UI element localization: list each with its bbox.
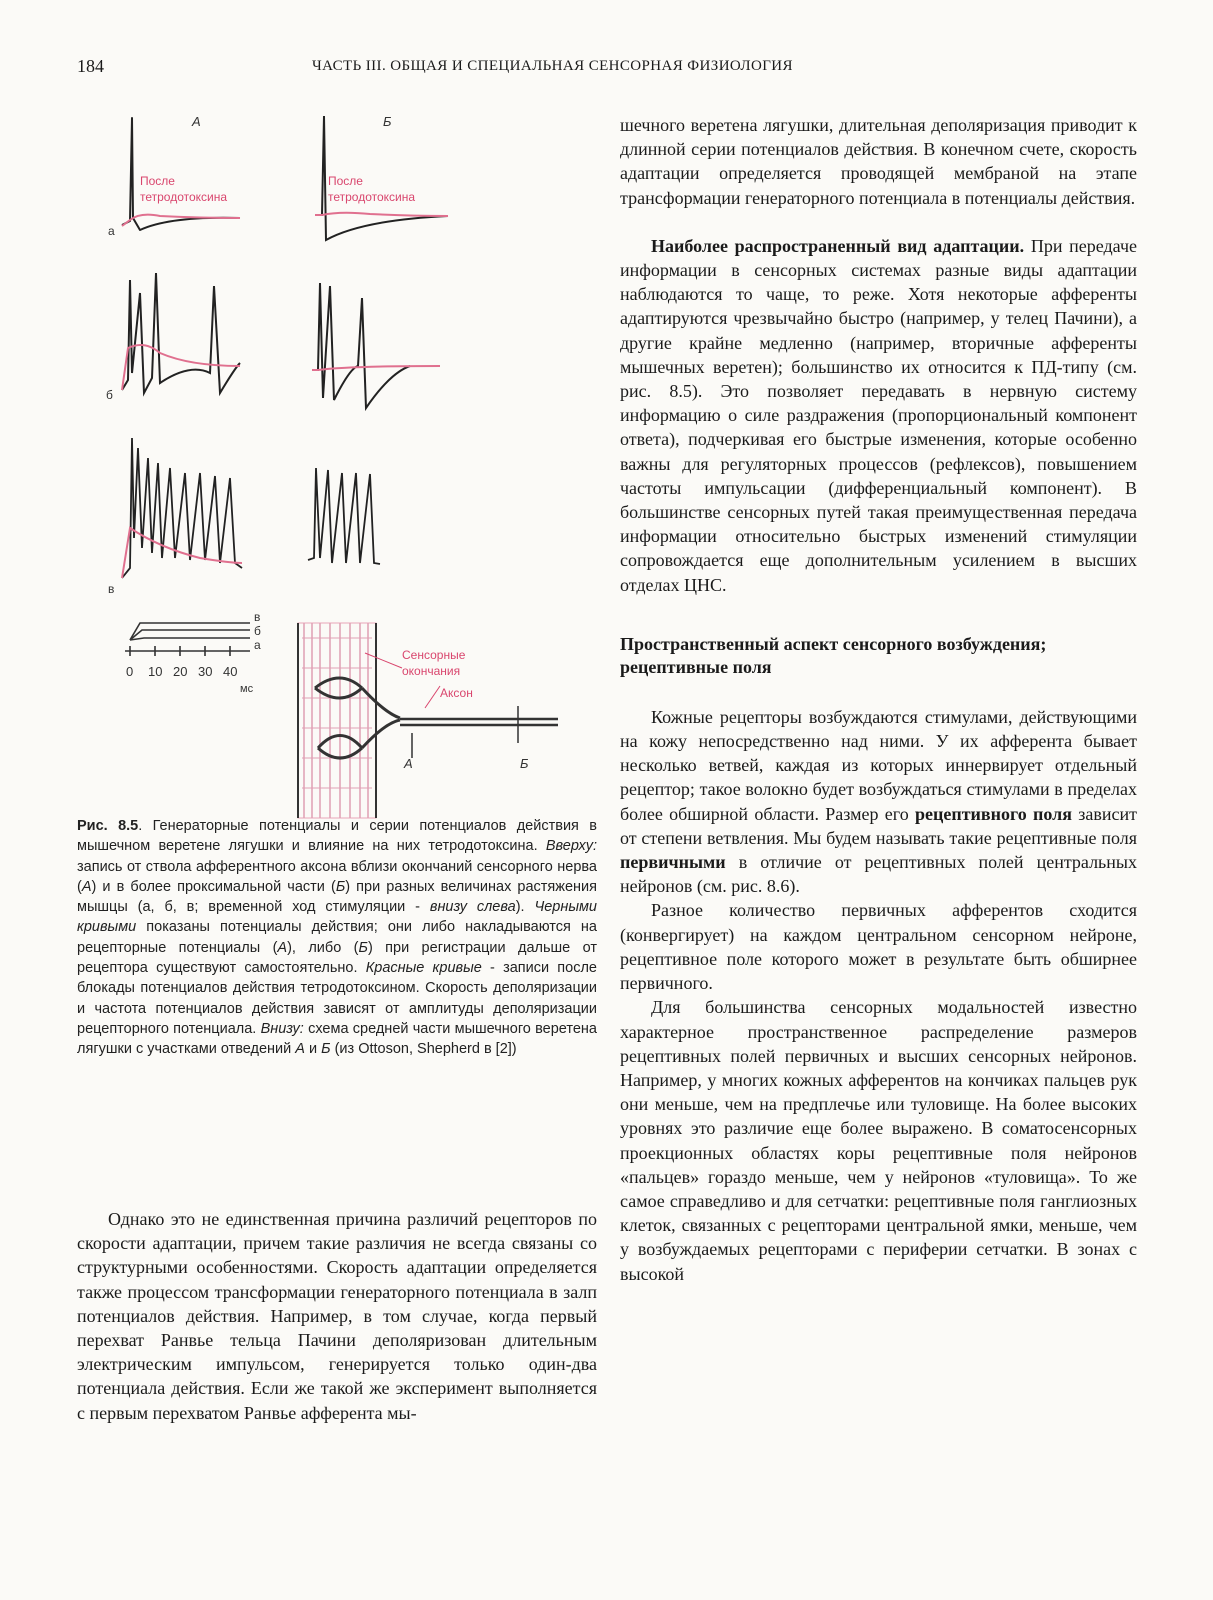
continuation-paragraph: шечного веретена лягушки, длительная деполяризация приводит к длинной серии потенциалов действия. В конечном счете, скорость адаптации определяется проводящей мембраной на этапе трансформации генераторного потенциала в потенциалы действия. xyxy=(620,115,1137,208)
trace-b-right xyxy=(312,283,440,408)
receptive-paragraph-2: Разное количество первичных афферентов сходится (конвергирует) на каждом центральном сенсорном нейроне, рецептивное поле которого может в результате быть обширнее первичного. xyxy=(620,900,1137,994)
row-label-c: в xyxy=(108,582,115,596)
receptive-paragraph-3: Для большинства сенсорных модальностей известно характерное пространственное распределение размеров рецептивных полей первичных и высших сенсорных нейронов. Например, у многих кожных афферентов на кончиках пальцев рук они меньше, чем на предплечье или туловище. На более высоких уровнях это различие еще более выражено. В соматосенсорных проекционных областях коры рецептивные поля нейронов «пальцев» гораздо меньше, чем у нейронов «туловища». То же самое справедливо и для сетчатки: рецептивные поля ганглиозных клеток, связанных с рецепторами центральной ямки, меньше, чем у возбуждаемых рецепторами с периферии сетчатки. В зонах с высокой xyxy=(620,997,1137,1284)
time-tick-30: 30 xyxy=(198,664,213,679)
page-header xyxy=(77,56,1137,86)
trace-b-left xyxy=(122,273,240,393)
running-title: ЧАСТЬ III. ОБЩАЯ И СПЕЦИАЛЬНАЯ СЕНСОРНАЯ ФИЗИОЛОГИЯ xyxy=(312,58,793,74)
section-heading: Пространственный аспект сенсорного возбуждения; рецептивные поля xyxy=(620,633,1047,677)
after-ttx-label-b-line1: После xyxy=(328,174,363,188)
term-primary: первичными xyxy=(620,852,726,873)
page-number: 184 xyxy=(77,56,104,76)
trace-c-right xyxy=(308,468,380,564)
time-tick-20: 20 xyxy=(173,664,188,679)
recording-site-b: Б xyxy=(520,756,529,771)
stim-label-b: б xyxy=(254,624,261,638)
after-ttx-label-a-line2: тетродотоксина xyxy=(140,190,228,204)
time-tick-40: 40 xyxy=(223,664,238,679)
row-label-a: а xyxy=(108,224,115,238)
trace-c-left xyxy=(122,438,242,578)
after-ttx-label-a-line1: После xyxy=(140,174,175,188)
stimulus-time-course xyxy=(125,623,250,656)
caption-label: Рис. 8.5 xyxy=(77,818,139,834)
time-tick-10: 10 xyxy=(148,664,163,679)
sensory-endings-label-line1: Сенсорные xyxy=(402,648,466,662)
stim-label-a: а xyxy=(254,638,261,652)
figure-caption: Рис. 8.5. Генераторные потенциалы и серии потенциалов действия в мышечном веретене лягушки и влияние на них тетродотоксина. Вверху: запись от ствола афферентного аксона вблизи окончаний сенсорного нерва (А) и в более проксимальной части (Б) при разных величинах растяжения мышцы (а, б, в; временной ход стимуляции - внизу слева). Черными кривыми показаны потенциалы действия; они либо накладываются на рецепторные потенциалы (А), либо (Б) при регистрации дальше от рецептора существуют самостоятельно. Красные кривые - записи после блокады потенциалов действия тетродотоксином. Скорость деполяризации и частота потенциалов действия зависят от амплитуды деполяризации рецепторного потенциала. Внизу: схема средней части мышечного веретена лягушки с участками отведений А и Б (из Ottoson, Shepherd в [2]) xyxy=(77,818,598,1058)
adaptation-subhead: Наиболее распространенный вид адаптации. xyxy=(651,235,1025,256)
sensory-endings-label-line2: окончания xyxy=(402,664,461,678)
left-column-text xyxy=(77,1207,597,1425)
stim-label-c: в xyxy=(254,610,261,624)
row-label-b: б xyxy=(106,388,113,402)
left-paragraph: Однако это не единственная причина различий рецепторов по скорости адаптации, причем такие различия не всегда связаны со структурными особенностями. Скорость адаптации определяется также процессом трансформации генераторного потенциала в залп потенциалов действия. Например, в том случае, когда первый перехват Ранвье тельца Пачини деполяризован длительным электрическим импульсом, генерируется только один-два потенциала действия. Если же такой же эксперимент выполняется с первым перехватом Ранвье афферента мы- xyxy=(77,1209,597,1423)
after-ttx-label-b-line2: тетродотоксина xyxy=(328,190,416,204)
receptive-paragraph-1: Кожные рецепторы возбуждаются стимулами, действующими на кожу непосредственно над ними. У их афферента бывает несколько ветвей, каждая из которых иннервирует отдельный рецептор; такое волокно будет возбуждаться стимулами в пределах более обширной области. Размер его рецептивного поля зависит от степени ветвления. Мы будем называть такие рецептивные поля первичными в отличие от рецептивных полей центральных нейронов (см. рис. 8.6). xyxy=(620,706,1137,897)
time-unit: мс xyxy=(240,683,254,695)
column-a-label: A xyxy=(192,114,201,129)
adaptation-paragraph: Наиболее распространенный вид адаптации. При передаче информации в сенсорных системах разные виды адаптации наблюдаются то чаще, то реже. Хотя некоторые афференты адаптируются чрезвычайно быстро (например, у телец Пачини), а другие крайне медленно (например, вторичные афференты мышечных веретен); большинство их относится к ПД-типу (см. рис. 8.5). Это позволяет передавать в нервную систему информацию о силе раздражения (пропорциональный компонент ответа), подчеркивая его быстрые изменения, которые особенно важны для регуляторных процессов (рефлексов), повышением частоты импульсации (дифференциальный компонент). В большинстве сенсорных путей такая преимущественная передача информации относительно быстрых изменений стимуляции сопровождается еще дополнительным усилением в высших отделах ЦНС. xyxy=(620,235,1137,595)
column-b-label: Б xyxy=(383,114,392,129)
term-receptive-field: рецептивного поля xyxy=(914,803,1072,824)
right-column xyxy=(620,113,1137,1286)
axon-label: Аксон xyxy=(440,686,473,700)
figure-8-5 xyxy=(100,108,600,823)
time-tick-0: 0 xyxy=(126,664,134,679)
recording-site-a: A xyxy=(404,756,413,771)
figure-traces xyxy=(100,108,600,823)
